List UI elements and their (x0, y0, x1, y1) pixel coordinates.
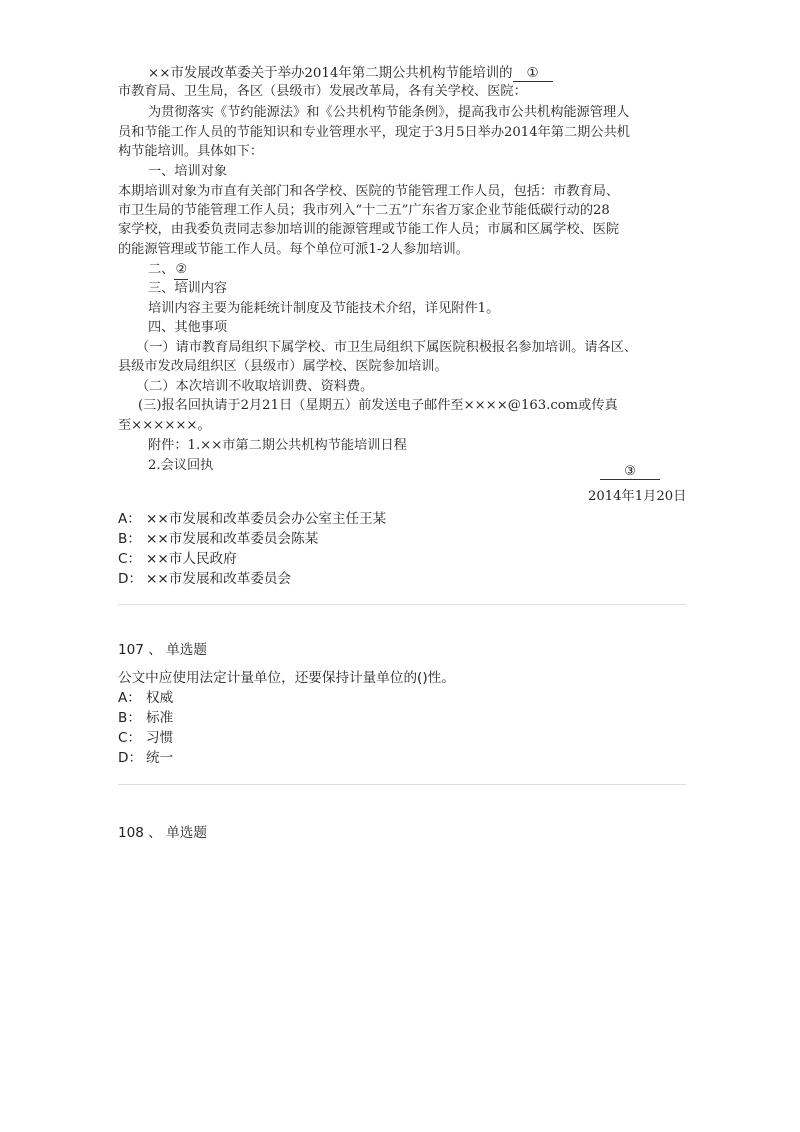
divider (118, 604, 686, 605)
notice-line: 本期培训对象为市直有关部门和各学校、医院的节能管理工作人员，包括：市教育局、 (118, 184, 620, 199)
attachment-line: 2.会议回执 (148, 458, 214, 473)
attachment-line: 附件：1.××市第二期公共机构节能培训日程 (148, 438, 407, 453)
notice-heading: 一、培训对象 (148, 164, 228, 179)
option-b[interactable]: B： ××市发展和改革委员会陈某 (118, 531, 319, 547)
notice-line: 员和节能工作人员的节能知识和专业管理水平，现定于3月5日举办2014年第二期公共机 (118, 125, 630, 140)
notice-heading: 二、② (148, 260, 188, 280)
notice-title: ××市发展改革委关于举办2014年第二期公共机构节能培训的 ① (148, 62, 553, 82)
notice-line: 市卫生局的节能管理工作人员；我市列入“十二五”广东省万家企业节能低碳行动的28 (118, 203, 610, 218)
option-b[interactable]: B： 标准 (118, 710, 174, 726)
divider (118, 784, 686, 785)
option-c[interactable]: C： ××市人民政府 (118, 551, 237, 567)
blank-1: ① (513, 66, 553, 82)
notice-line: 至××××××。 (118, 418, 211, 433)
question-header: 107 、 单选题 (118, 642, 207, 658)
option-a[interactable]: A： ××市发展和改革委员会办公室主任王某 (118, 511, 387, 527)
option-d[interactable]: D： 统一 (118, 750, 174, 766)
notice-heading: 四、其他事项 (148, 320, 228, 335)
notice-heading: 三、培训内容 (148, 281, 228, 296)
notice-line: 市教育局、卫生局，各区（县级市）发展改革局，各有关学校、医院： (118, 84, 527, 99)
notice-line: 家学校，由我委负责同志参加培训的能源管理或节能工作人员；市属和区属学校、医院 (118, 222, 620, 237)
notice-line: 县级市发改局组织区（县级市）属学校、医院参加培训。 (118, 359, 448, 374)
notice-line: 的能源管理或节能工作人员。每个单位可派1-2人参加培训。 (118, 242, 469, 257)
question-text: 公文中应使用法定计量单位，还要保持计量单位的()性。 (118, 670, 455, 686)
option-c[interactable]: C： 习惯 (118, 730, 174, 746)
notice-line: 为贯彻落实《节约能源法》和《公共机构节能条例》，提高我市公共机构能源管理人 (148, 105, 630, 120)
notice-line: 培训内容主要为能耗统计制度及节能技术介绍，详见附件1。 (148, 301, 500, 316)
option-a[interactable]: A： 权威 (118, 690, 174, 706)
notice-line: (三)报名回执请于2月21日（星期五）前发送电子邮件至××××@163.com或传真 (138, 398, 618, 413)
notice-date: 2014年1月20日 (588, 489, 687, 504)
option-d[interactable]: D： ××市发展和改革委员会 (118, 571, 292, 587)
notice-line: （二）本次培训不收取培训费、资料费。 (136, 379, 374, 394)
notice-line: （一）请市教育局组织下属学校、市卫生局组织下属医院积极报名参加培训。请各区、 (136, 340, 638, 355)
blank-3: ③ (600, 464, 660, 480)
notice-line: 构节能培训。具体如下： (118, 144, 264, 159)
question-header: 108 、 单选题 (118, 825, 207, 841)
blank-2: ② (174, 260, 188, 280)
